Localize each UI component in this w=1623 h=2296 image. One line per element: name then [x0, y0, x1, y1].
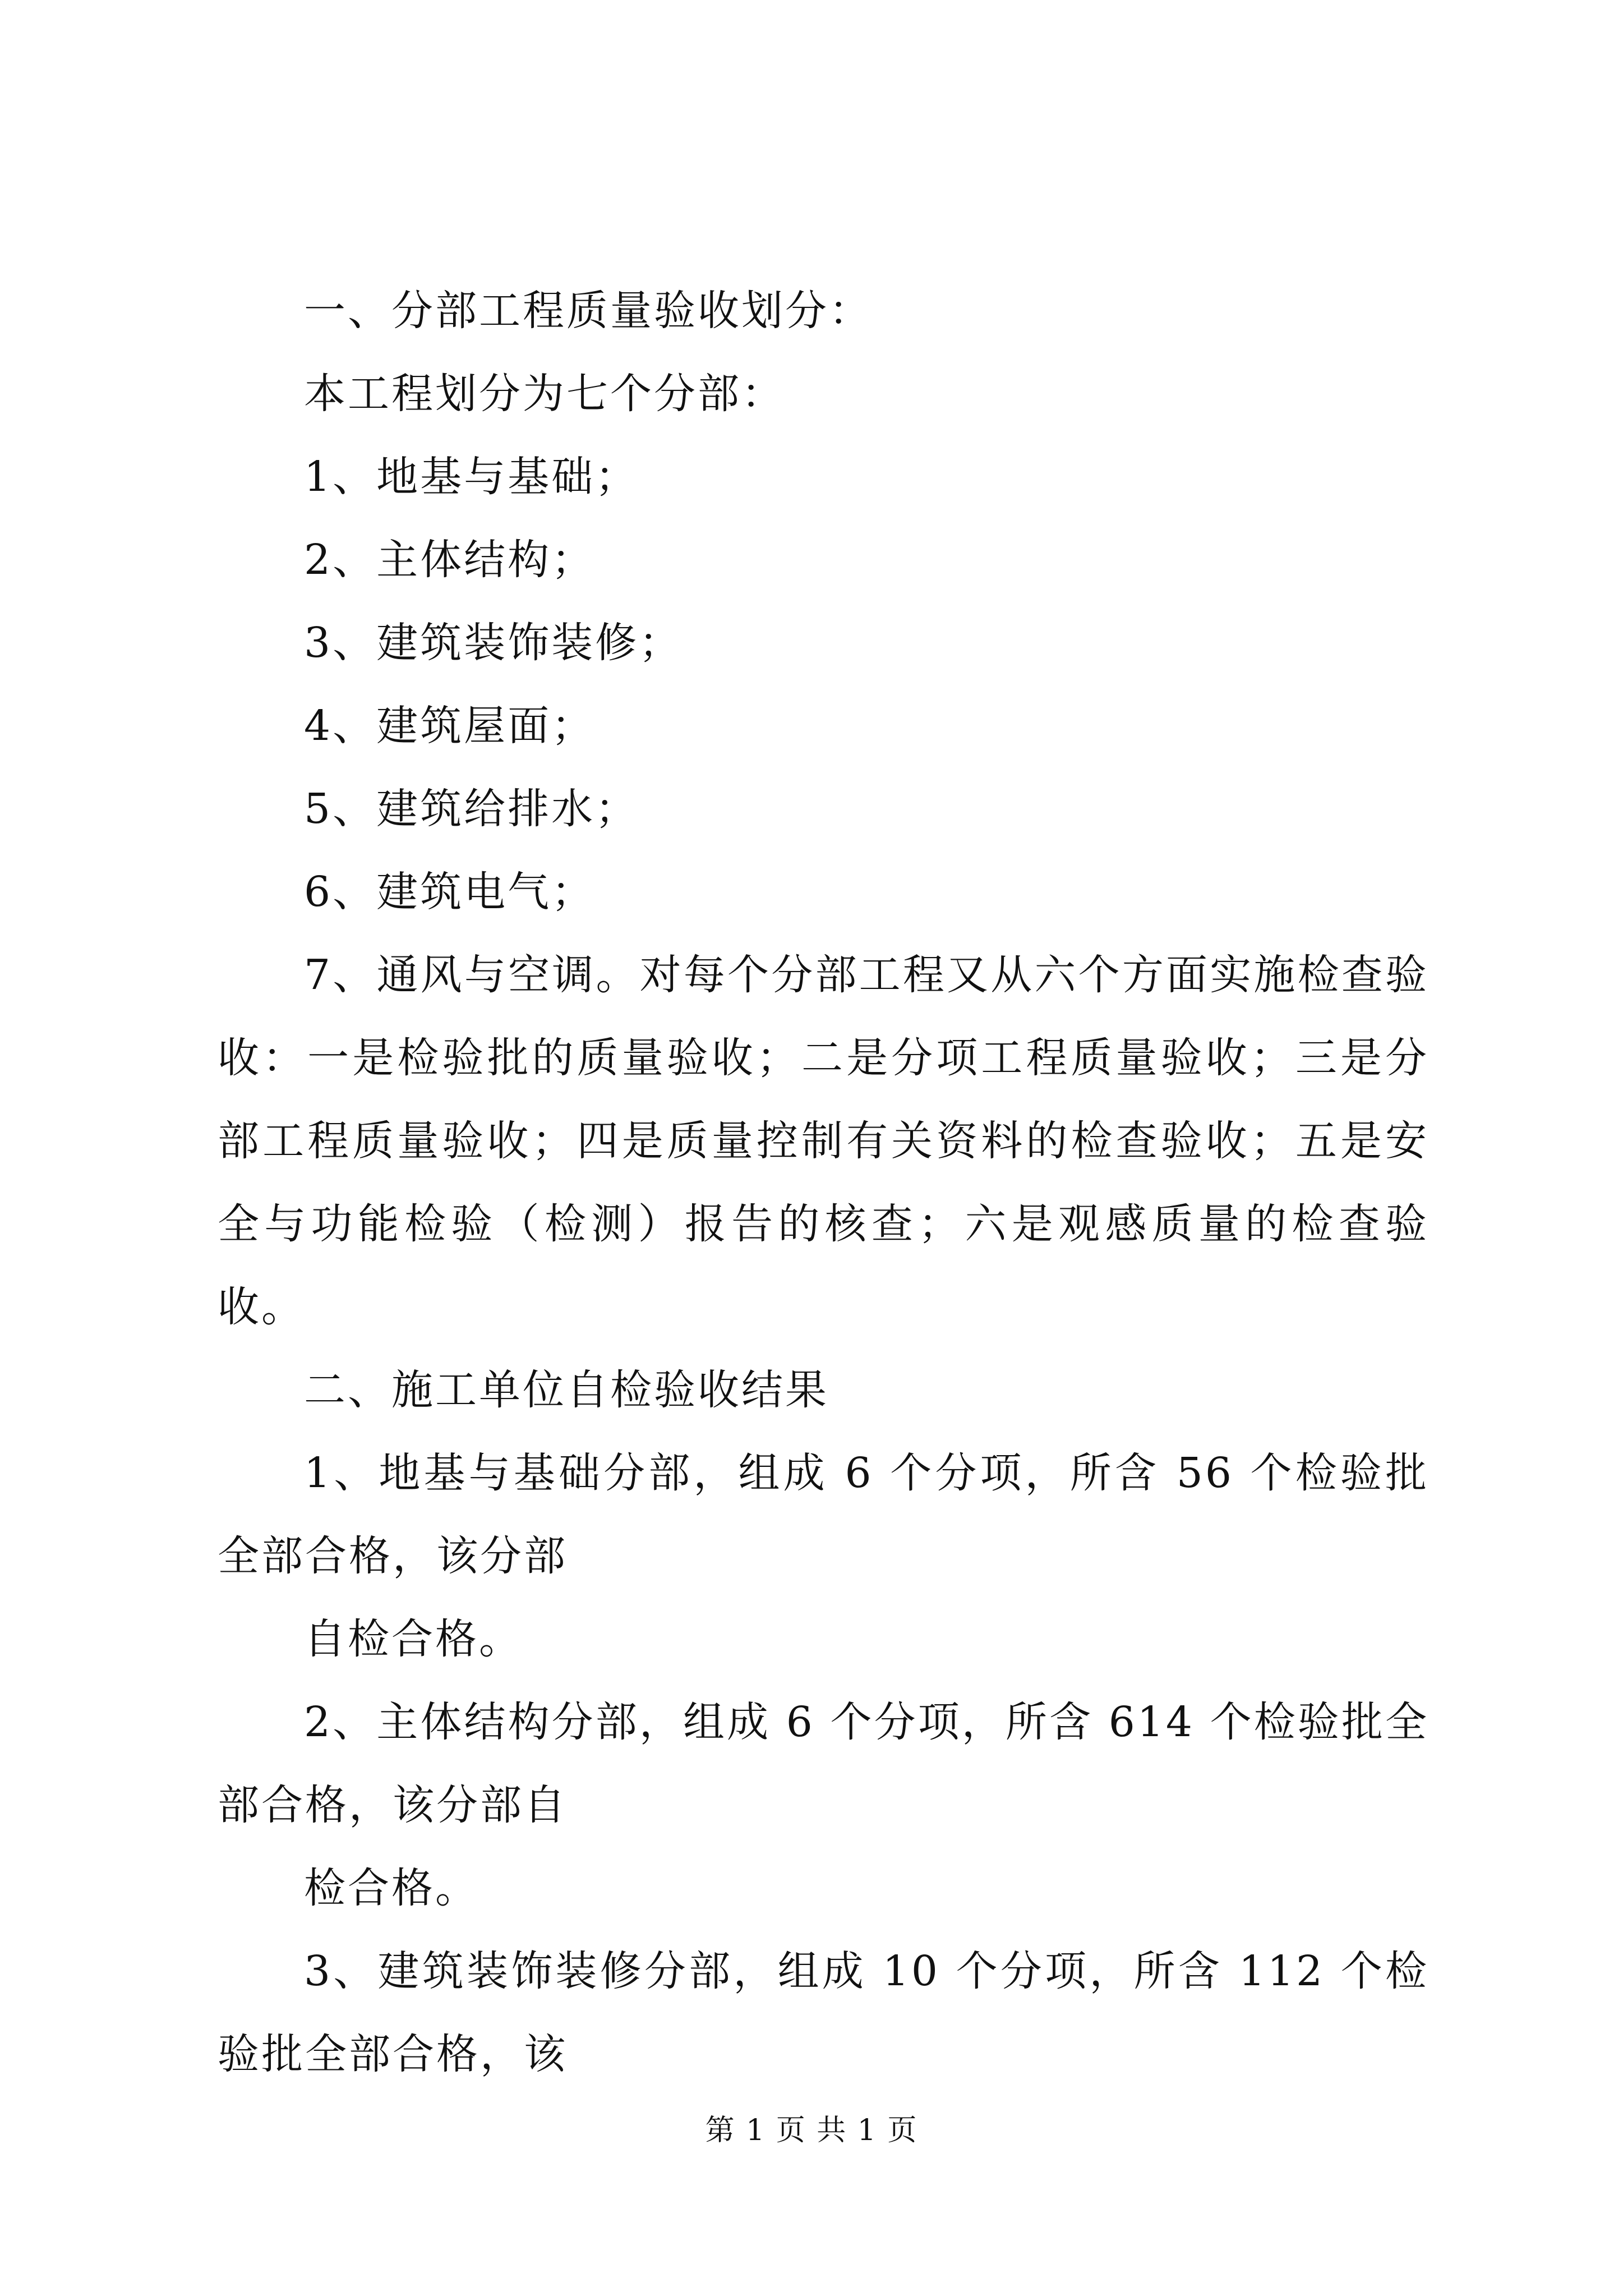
result-paragraph: 1、地基与基础分部，组成 6 个分项，所含 56 个检验批全部合格，该分部: [218, 1449, 1429, 1580]
list-item: 3、建筑装饰装修；: [304, 619, 683, 667]
result-paragraph: 3、建筑装饰装修分部，组成 10 个分项，所含 112 个检验批全部合格，该: [218, 1947, 1429, 2078]
list-item: 2、主体结构；: [304, 536, 596, 584]
document-body: [218, 269, 1429, 2096]
result-continuation: 检合格。: [304, 1864, 479, 1912]
section-heading-1: 一、分部工程质量验收划分：: [304, 287, 873, 335]
list-item: 5、建筑给排水；: [304, 785, 639, 833]
list-item-with-description: 7、通风与空调。对每个分部工程又从六个方面实施检查验收：一是检验批的质量验收；二是分项工程质量验收；三是分部工程质量验收；四是质量控制有关资料的检查验收；五是安全与功能检验（检测）报告的核查；六是观感质量的检查验收。: [218, 951, 1429, 1331]
page-number-footer: 第 1 页 共 1 页: [705, 2114, 918, 2147]
result-paragraph: 2、主体结构分部，组成 6 个分项，所含 614 个检验批全部合格，该分部自: [218, 1698, 1429, 1829]
list-item: 4、建筑屋面；: [304, 702, 596, 750]
list-item: 6、建筑电气；: [304, 868, 596, 916]
result-continuation: 自检合格。: [304, 1615, 523, 1663]
list-item: 1、地基与基础；: [304, 453, 639, 501]
section-heading-2: 二、施工单位自检验收结果: [304, 1366, 829, 1414]
paragraph-intro: 本工程划分为七个分部：: [304, 370, 785, 418]
